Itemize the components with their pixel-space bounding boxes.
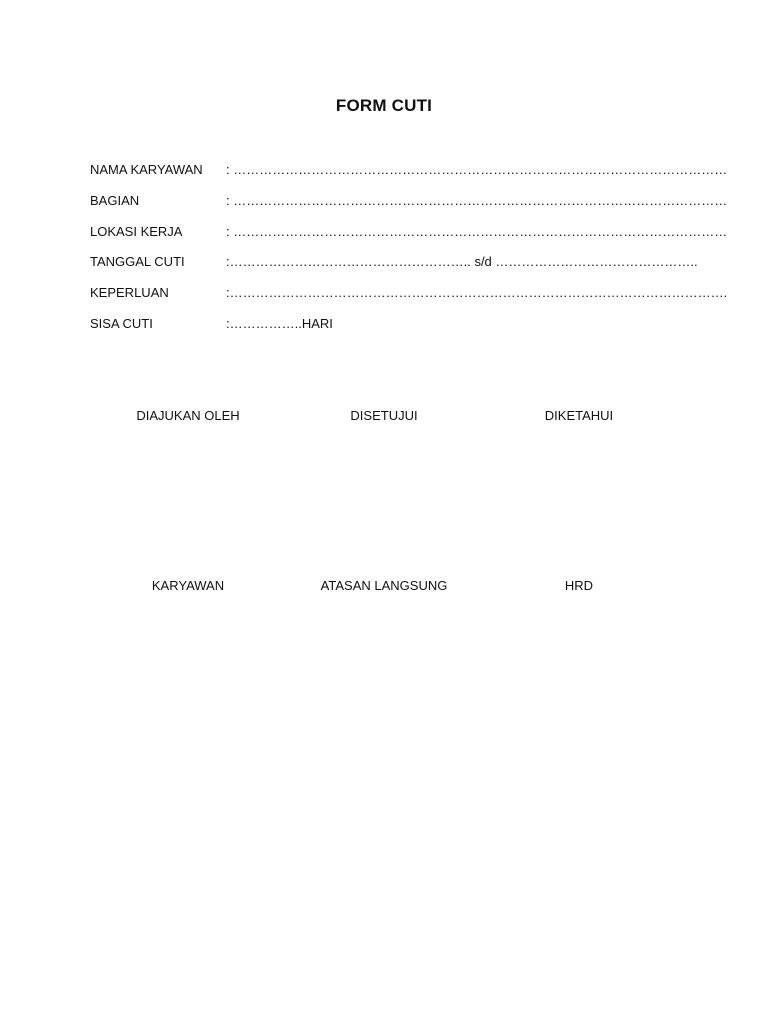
signature-role-hrd: HRD: [564, 578, 594, 593]
signature-heading-disetujui: DISETUJUI: [350, 408, 418, 423]
field-label: BAGIAN: [90, 192, 140, 208]
field-value: :……………..HARI: [226, 315, 333, 331]
field-value: : ……………………………………………………………………………………………………: [226, 162, 728, 177]
signature-role-atasan: ATASAN LANGSUNG: [320, 578, 448, 593]
field-row-sisa-cuti: [90, 315, 690, 346]
field-value: :…………………………………………………………………………………………………….: [226, 285, 728, 301]
field-row-lokasi-kerja: [90, 223, 728, 254]
field-row-bagian: [90, 192, 728, 223]
signature-heading-diajukan: DIAJUKAN OLEH: [136, 408, 240, 423]
field-row-tanggal-cuti: [90, 253, 698, 284]
signature-role-karyawan: KARYAWAN: [151, 578, 225, 593]
field-value: :……………………………………………….. s/d ………………………………………..: [226, 254, 698, 270]
form-fields: [90, 161, 728, 346]
field-value: : ……………………………………………………………………………………………………: [226, 192, 728, 208]
form-title: FORM CUTI: [335, 96, 433, 115]
field-label: TANGGAL CUTI: [90, 254, 185, 270]
field-label: NAMA KARYAWAN: [90, 162, 203, 177]
field-label: KEPERLUAN: [90, 285, 169, 301]
field-row-nama-karyawan: [90, 161, 728, 192]
field-label: SISA CUTI: [90, 315, 153, 331]
field-label: LOKASI KERJA: [90, 223, 183, 239]
field-row-keperluan: [90, 284, 728, 315]
signature-heading-diketahui: DIKETAHUI: [544, 408, 614, 423]
field-value: : ……………………………………………………………………………………………………: [226, 223, 728, 239]
